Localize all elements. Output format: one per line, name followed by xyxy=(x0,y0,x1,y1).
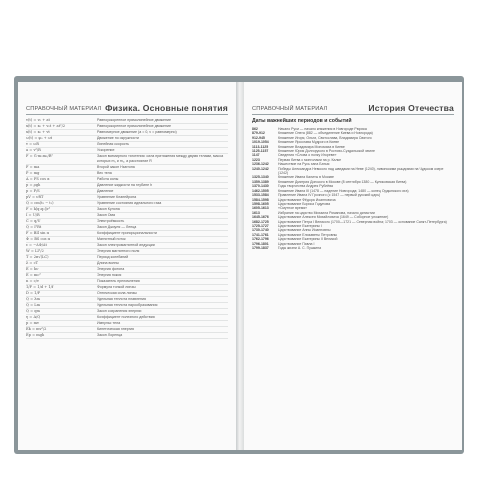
formula: T = 2π√(LC) xyxy=(26,255,49,259)
event-date: 1645-1676 xyxy=(252,215,269,220)
left-page-label: СПРАВОЧНЫЙ МАТЕРИАЛ xyxy=(26,106,102,112)
formula: C = q/U xyxy=(26,219,41,223)
formula: Ep = mgh xyxy=(26,333,45,337)
formula: pV = νRT xyxy=(26,195,44,199)
event-date: 1598-1605 xyxy=(252,201,269,206)
event-text: Княжение Дмитрия Донского в Москве (8 сентября 1380 — Куликовская битва) xyxy=(278,179,407,184)
event-text: Царствование Екатерины II Великой xyxy=(278,237,338,242)
right-page-label: СПРАВОЧНЫЙ МАТЕРИАЛ xyxy=(252,106,328,112)
formula-description: Давление xyxy=(97,189,114,193)
formula: v = ωR xyxy=(26,142,39,146)
event-text: Княжение Владимира Мономаха в Киеве xyxy=(278,144,345,149)
event-text: Княжение Игоря, Ольги, Святослава, Владимира Святого xyxy=(278,135,372,140)
history-event xyxy=(252,167,454,176)
event-text: Княжение Ивана III (1478 — падение Новгорода; 1480 — конец Ордынского ига) xyxy=(278,188,409,193)
event-text: Годы жизни А. С. Пушкина xyxy=(278,245,322,250)
formula: Q = Lm xyxy=(26,303,41,307)
formula-description: Уравнение состояния идеального газа xyxy=(97,201,162,205)
event-text: Царствование Алексея Михайловича (1649 — Соборное уложение) xyxy=(278,215,389,220)
formula: ε = −ΔΦ/Δt xyxy=(26,243,47,247)
formula: ω(t) = φ₀ + ωt xyxy=(26,136,53,140)
formula-description: Вес тела xyxy=(97,171,112,175)
event-text: Княжение Ивана Калиты в Москве xyxy=(278,175,334,180)
history-event xyxy=(252,246,454,250)
formula: p = mv xyxy=(26,321,40,325)
formula-row xyxy=(26,333,228,339)
event-date: 1325-1340 xyxy=(252,175,269,180)
right-page xyxy=(244,82,462,450)
formula: E = hν xyxy=(26,267,39,271)
formula-description: Показатель преломления xyxy=(97,279,140,283)
formula: P = mg xyxy=(26,171,40,175)
event-date: 1147 xyxy=(252,153,260,158)
history-event-list xyxy=(252,118,454,442)
formula: F = G·m₁m₂/R² xyxy=(26,154,53,158)
formula-description: Движение по окружности xyxy=(97,136,139,140)
event-text: Начало Руси — начало княжения в Новгороде Рюрика xyxy=(278,127,367,131)
event-text: Избрание на царство Михаила Романова, начало династии xyxy=(278,210,375,215)
event-date: 1125-1157 xyxy=(252,149,269,154)
history-subtitle: Даты важнейших периодов и событий xyxy=(252,118,352,124)
left-page-header xyxy=(26,100,228,115)
formula: v(t) = v₀ + at xyxy=(26,118,50,122)
event-text: Первая битва с монголами на р. Калке xyxy=(278,157,342,162)
formula-description: Закон Лоренца xyxy=(97,333,123,337)
formula: x(t) = x₀ + vt xyxy=(26,130,50,134)
event-date: 1462-1505 xyxy=(252,188,269,193)
formula: E = mc² xyxy=(26,273,41,277)
formula-description: Закон всемирного тяготения: сила притяжения между двумя телами, масса которых m₁ и m₂, а расстояние R xyxy=(97,154,224,163)
event-date: 862 xyxy=(252,127,258,131)
formula: p = F/S xyxy=(26,189,40,193)
event-text: Царствование Фёдора Иоанновича xyxy=(278,197,336,202)
formula: x(t) = x₀ + v₀t + at²/2 xyxy=(26,124,66,128)
formula: n = c/v xyxy=(26,279,39,283)
event-date: 912-945 xyxy=(252,135,265,140)
formula: Φ = BS cos α xyxy=(26,237,51,241)
formula-description: Удельная теплота плавления xyxy=(97,297,146,301)
formula-description: Закон сохранения энергии xyxy=(97,309,142,313)
formula-description: Энергия покоя xyxy=(97,273,122,277)
formula-row xyxy=(26,154,228,165)
formula: W = LI²/2 xyxy=(26,249,44,253)
formula: Q = qm xyxy=(26,309,40,313)
event-date: 1236-1242 xyxy=(252,162,269,167)
event-date: 1359-1389 xyxy=(252,179,269,184)
formula-description: Закон электромагнитной индукции xyxy=(97,243,155,247)
event-date: 1796-1801 xyxy=(252,241,269,246)
event-date: 1533-1584 xyxy=(252,193,269,198)
formula-description: Магнитный поток xyxy=(97,237,126,241)
formula: η = A/Q xyxy=(26,315,41,319)
formula-description: Уравнение Клапейрона xyxy=(97,195,137,199)
formula-description: Формула тонкой линзы xyxy=(97,285,136,289)
event-text: Царствование Анны Иоанновны xyxy=(278,228,331,233)
formula-description: Коэффициент полезного действия xyxy=(97,315,155,319)
event-date: 879-912 xyxy=(252,131,265,136)
formula-description: Удельная теплота парообразования xyxy=(97,303,158,307)
event-date: 1223 xyxy=(252,157,260,162)
formula-description: Оптическая сила линзы xyxy=(97,291,137,295)
right-page-title: История Отечества xyxy=(368,103,454,113)
formula: Q = I²Rt xyxy=(26,225,42,229)
formula: Q = λm xyxy=(26,297,40,301)
left-page-title: Физика. Основные понятия xyxy=(105,103,228,113)
event-date: 1240-1242 xyxy=(252,166,269,171)
formula-description: Электроёмкость xyxy=(97,219,125,223)
formula-description: Длина волны xyxy=(97,261,119,265)
event-text: Царствование Бориса Годунова xyxy=(278,201,331,206)
event-text: «Смутное время» xyxy=(278,206,308,211)
event-text: Победы Александра Невского над шведами на Неве (1240), ливонскими рыцарями на Чудском озере (1242) xyxy=(278,166,444,176)
formula-description: Равноускоренное прямолинейное движение xyxy=(97,124,171,128)
formula-description: Давление жидкости на глубине h xyxy=(97,183,153,187)
formula: I = U/R xyxy=(26,213,40,217)
formula: p = ρgh xyxy=(26,183,41,187)
event-text: Княжение Ярослава Мудрого в Киеве xyxy=(278,140,340,145)
event-date: 1584-1598 xyxy=(252,197,269,202)
event-text: Правление Ивана IV Грозного (с 1547 — первый русский царь) xyxy=(278,193,381,198)
formula: F = k|q₁q₂|/r² xyxy=(26,207,51,211)
event-date: 1799-1837 xyxy=(252,245,269,250)
formula-description: Ускорение xyxy=(97,148,115,152)
formula: Q = cm(t₂ − t₁) xyxy=(26,201,54,205)
event-date: 1605-1613 xyxy=(252,206,269,211)
formula-description: Равноускоренное прямолинейное движение xyxy=(97,118,171,122)
event-text: Царствование Павла I xyxy=(278,241,315,246)
event-text: Годы творчества Андрея Рублёва xyxy=(278,184,333,189)
physics-formula-list xyxy=(26,118,228,442)
event-text: Нашествие на Русь хана Батыя xyxy=(278,162,330,167)
formula: 1/F = 1/d + 1/f xyxy=(26,285,54,289)
event-text: Царствование Елизаветы Петровны xyxy=(278,232,338,237)
event-date: 1741-1761 xyxy=(252,232,269,237)
event-text: Княжение Олега (882 — объединение Киева и Новгорода) xyxy=(278,131,373,136)
formula-description: Закон Джоуля — Ленца xyxy=(97,225,137,229)
event-date: 1682-1725 xyxy=(252,219,269,224)
event-date: 1730-1740 xyxy=(252,228,269,233)
formula-description: Энергия магнитного поля xyxy=(97,249,140,253)
book-spine xyxy=(236,82,244,450)
formula: F = BIl sin α xyxy=(26,231,50,235)
right-page-header xyxy=(252,100,454,115)
formula-description: Период колебаний xyxy=(97,255,129,259)
formula: A = FS cos α xyxy=(26,177,50,181)
formula-description: Линейная скорость xyxy=(97,142,130,146)
formula: Ek = mv²/2 xyxy=(26,327,47,331)
event-date: 1762-1796 xyxy=(252,237,269,242)
formula-description: Равномерное движение (a = 0, v = равномерно) xyxy=(97,130,177,134)
formula-description: Закон Кулона xyxy=(97,207,120,211)
event-text: Царствование Екатерины I xyxy=(278,223,322,228)
formula-description: Работа силы xyxy=(97,177,119,181)
event-text: Княжение Юрия Долгорукого в Ростово-Суздальской земле xyxy=(278,149,375,154)
formula-description: Импульс тела xyxy=(97,321,121,325)
event-text: Царствование Петра I Великого (1700—1721 — Северная война; 1703 — основание Санкт-Петербурга) xyxy=(278,219,447,224)
event-date: 1113-1125 xyxy=(252,144,269,149)
event-date: 1725-1727 xyxy=(252,223,269,228)
formula: F = ma xyxy=(26,165,40,169)
left-page xyxy=(18,82,236,450)
formula: λ = cT xyxy=(26,261,38,265)
formula-description: Коэффициент пропорциональности xyxy=(97,231,157,235)
formula: D = 1/F xyxy=(26,291,41,295)
event-date: 1019-1054 xyxy=(252,140,269,145)
event-date: 1613 xyxy=(252,210,260,215)
event-date: 1370-1430 xyxy=(252,184,269,189)
formula-description: Закон Ома xyxy=(97,213,116,217)
formula-description: Кинетическая энергия xyxy=(97,327,134,331)
formula: a = v²/R xyxy=(26,148,41,152)
event-text: Сведения «Слова о полку Игореве» xyxy=(278,153,337,158)
formula-description: Энергия фотона xyxy=(97,267,125,271)
formula-description: Второй закон Ньютона xyxy=(97,165,135,169)
